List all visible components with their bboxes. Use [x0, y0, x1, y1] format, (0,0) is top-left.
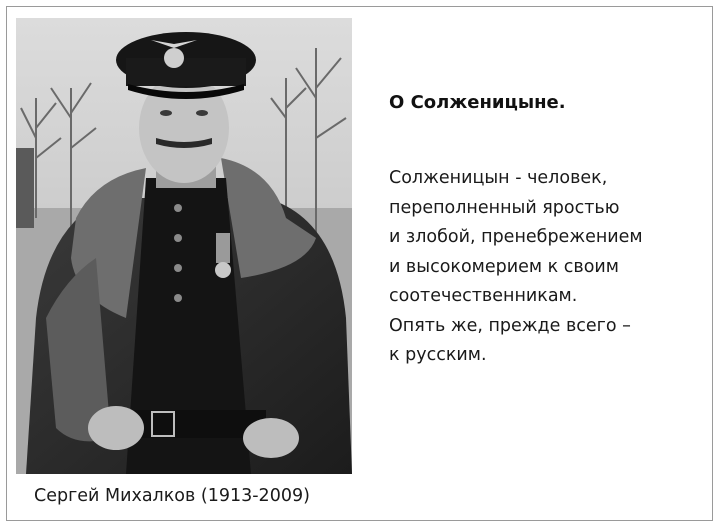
quote-line: соотечественникам.	[389, 286, 578, 306]
photo-caption: Сергей Михалков (1913-2009)	[34, 486, 310, 506]
page-title: О Солженицыне.	[389, 92, 566, 113]
quote-text	[389, 164, 704, 371]
quote-line: и высокомерием к своим	[389, 256, 620, 277]
portrait-illustration	[16, 18, 352, 474]
quote-line: и злобой, пренебрежением	[389, 227, 643, 247]
quote-line: переполненный яростью	[389, 197, 620, 218]
quote-line: Солженицын - человек,	[389, 168, 608, 188]
quote-line: Опять же, прежде всего –	[389, 315, 631, 336]
portrait-photo	[16, 18, 352, 474]
quote-line: к русским.	[389, 345, 487, 365]
